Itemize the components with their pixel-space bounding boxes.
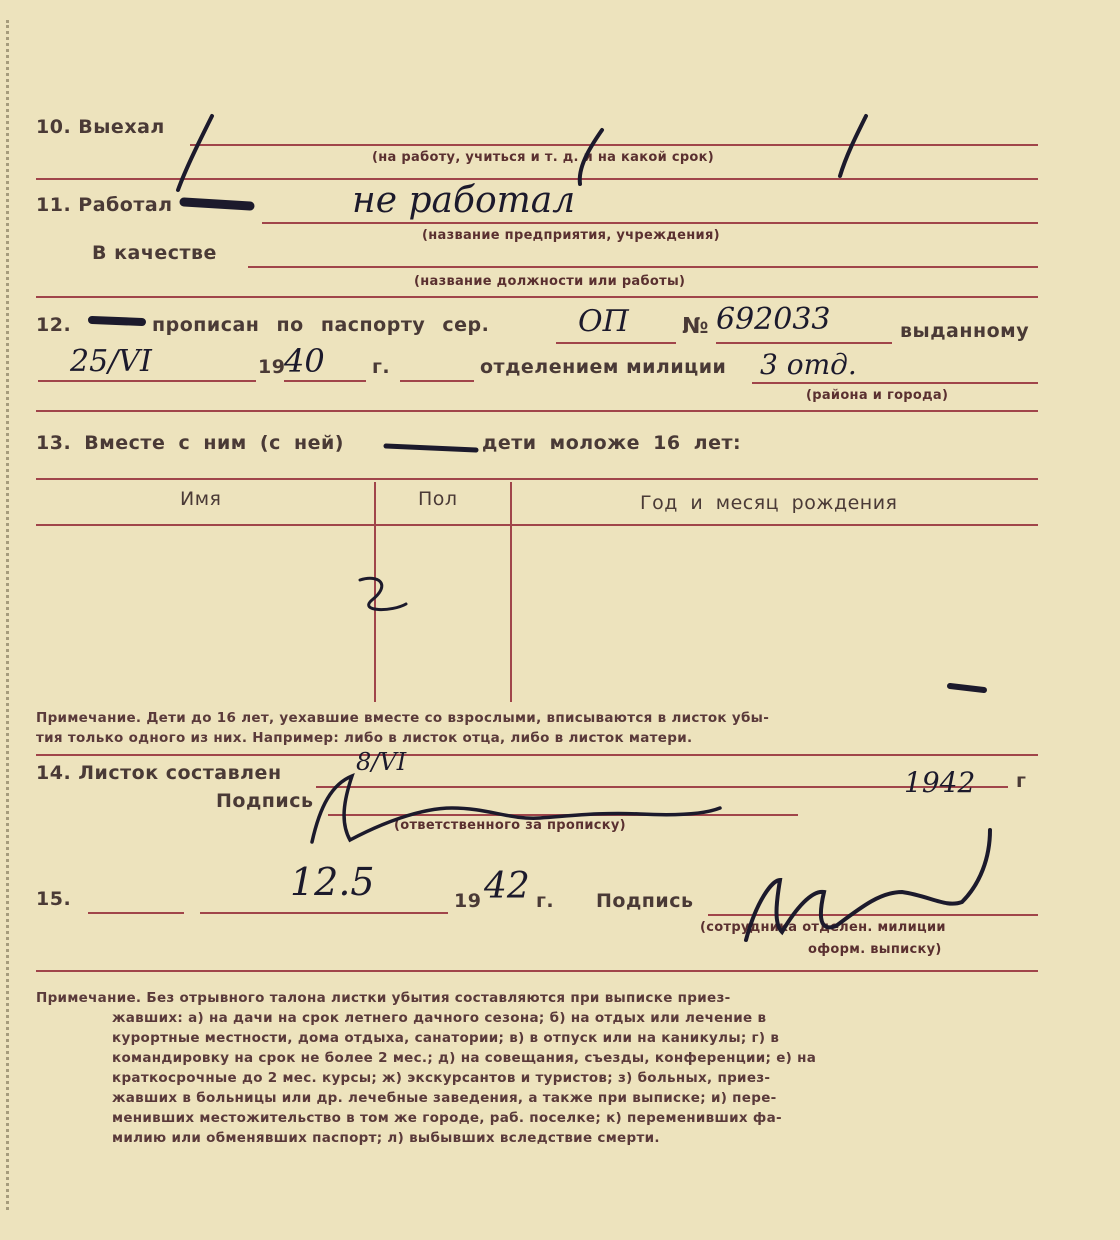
note2-line: жавших в больницы или др. лечебные заведения, а также при выписке; и) пере- <box>112 1090 777 1106</box>
ink-dash-mark <box>178 116 212 190</box>
item14-date: 8/VI <box>356 748 407 776</box>
note1-line1: Примечание. Дети до 16 лет, уехавшие вместе со взрослыми, вписываются в листок убы- <box>36 710 770 726</box>
note2-line: жавших: а) на дачи на срок летнего дачного сезона; б) на отдых или лечение в <box>112 1010 767 1026</box>
table-header-birth: Год и месяц рождения <box>640 492 898 514</box>
item12-year-prefix: 19 <box>258 356 286 378</box>
item11-position-caption: (название должности или работы) <box>414 274 686 289</box>
ink-strike-mark <box>386 446 476 450</box>
item15-year-suffix: 42 <box>484 866 530 907</box>
ink-z-mark <box>360 578 406 609</box>
ink-signature-14 <box>312 776 720 842</box>
item12-issued-label: выданному <box>900 320 1030 342</box>
item11-value: не работал <box>352 180 576 221</box>
note2-line: Примечание. Без отрывного талона листки убытия составляются при выписке приез- <box>36 990 731 1006</box>
item12-label: прописан по паспорту сер. <box>152 314 490 336</box>
table-header-sex: Пол <box>418 488 458 510</box>
item12-dept-label: отделением милиции <box>480 356 727 378</box>
item15-year-prefix: 19 <box>454 890 482 912</box>
item11-caption: (название предприятия, учреждения) <box>422 228 720 243</box>
item12-dept-caption: (района и города) <box>806 388 949 403</box>
item14-g: г <box>1016 770 1027 792</box>
note2-line: командировку на срок не более 2 мес.; д) на совещания, съезды, конференции; е) на <box>112 1050 817 1066</box>
item13-label-end: дети моложе 16 лет: <box>482 432 742 454</box>
table-header-name: Имя <box>180 488 222 510</box>
item12-series: ОП <box>578 304 629 339</box>
ink-strike-mark <box>92 320 142 322</box>
item11-position-label: В качестве <box>92 242 217 264</box>
ink-signature-15 <box>746 830 990 940</box>
item15-caption-1: (сотрудника отделен. милиции <box>700 920 946 935</box>
item12-number-label: № <box>682 314 709 339</box>
note2-line: курортные местности, дома отдыха, санатории; в) в отпуск или на каникулы; г) в <box>112 1030 780 1046</box>
item15-label: 15. <box>36 888 72 910</box>
item12-label-num: 12. <box>36 314 72 336</box>
item12-dept-value: 3 отд. <box>760 348 857 381</box>
ink-paren-mark <box>580 130 602 184</box>
item12-number: 692033 <box>716 302 831 337</box>
item14-label: 14. Листок составлен <box>36 762 282 784</box>
item15-caption-2: оформ. выписку) <box>808 942 942 957</box>
item15-signature-label: Подпись <box>596 890 694 912</box>
ink-dash-mark <box>840 116 866 176</box>
ink-strike-mark <box>184 202 250 206</box>
item15-date: 12.5 <box>290 860 375 904</box>
item12-year-suffix: 40 <box>284 342 325 380</box>
item13-label: 13. Вместе с ним (с ней) <box>36 432 344 454</box>
ink-blot-mark <box>950 686 984 690</box>
note2-line: милию или обменявших паспорт; л) выбывших вследствие смерти. <box>112 1130 660 1146</box>
item14-year: 1942 <box>904 766 976 799</box>
item11-label: 11. Работал <box>36 194 173 216</box>
note1-line2: тия только одного из них. Например: либо в листок отца, либо в листок матери. <box>36 730 693 746</box>
item12-issue-day: 25/VI <box>70 344 152 379</box>
item14-signature-caption: (ответственного за прописку) <box>394 818 626 833</box>
item15-g: г. <box>536 890 555 912</box>
note2-line: краткосрочные до 2 мес. курсы; ж) экскурсантов и туристов; з) больных, приез- <box>112 1070 771 1086</box>
note2-line: менивших местожительство в том же городе, раб. поселке; к) переменивших фа- <box>112 1110 782 1126</box>
item14-signature-label: Подпись <box>216 790 314 812</box>
item10-caption: (на работу, учиться и т. д. и на какой срок) <box>372 150 715 165</box>
item12-g: г. <box>372 356 391 378</box>
item10-label: 10. Выехал <box>36 116 165 138</box>
